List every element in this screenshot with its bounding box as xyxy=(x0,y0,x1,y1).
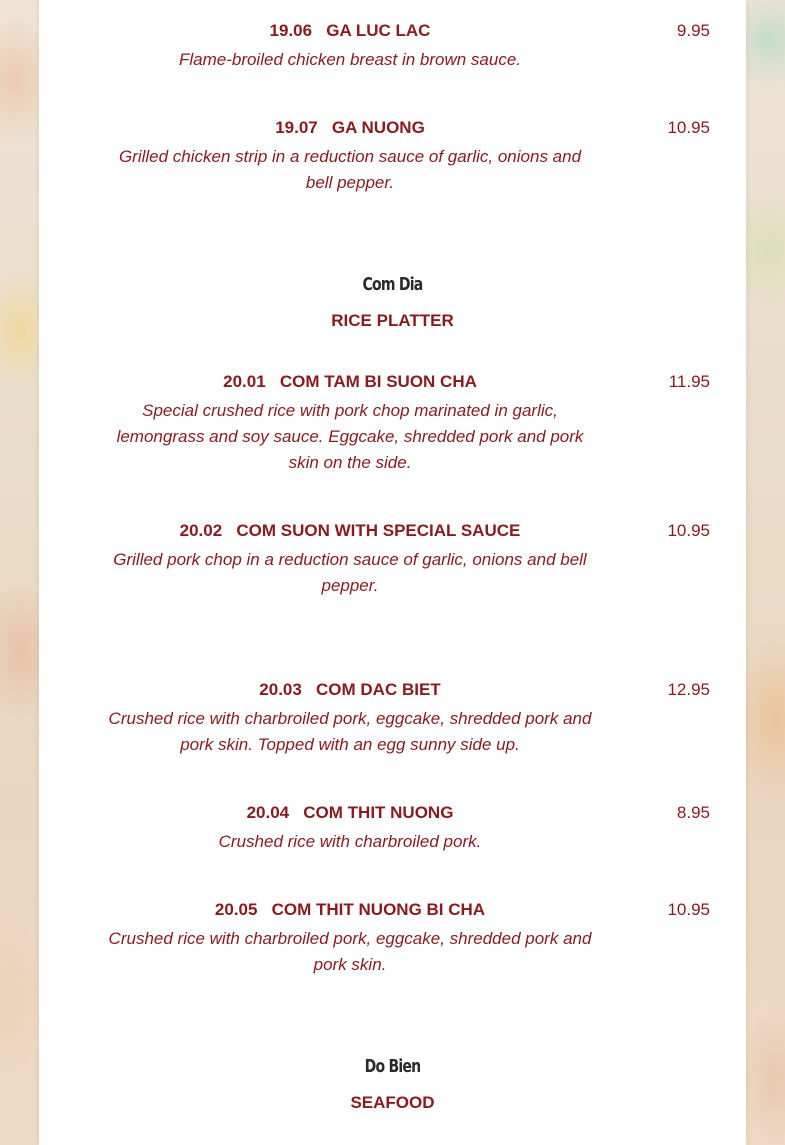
menu-item-number: 20.02 xyxy=(179,521,223,540)
menu-item-number: 20.03 xyxy=(259,680,302,699)
menu-item-title xyxy=(100,372,600,392)
menu-item-price: 10.95 xyxy=(667,900,710,919)
menu-item-price: 10.95 xyxy=(667,521,710,540)
menu-item-name: GA LUC LAC xyxy=(326,21,431,40)
menu-item-price: 12.95 xyxy=(667,680,710,699)
section-title-rice: Com Dia xyxy=(362,274,423,295)
menu-item-name: COM SUON WITH SPECIAL SAUCE xyxy=(236,521,521,540)
menu-item-title xyxy=(100,521,600,541)
section-title-seafood: Do Bien xyxy=(364,1056,421,1077)
menu-item-price: 9.95 xyxy=(676,21,710,40)
section-subtitle-rice: RICE PLATTER xyxy=(331,311,454,330)
menu-item-number: 20.04 xyxy=(246,803,290,822)
menu-item-name: GA NUONG xyxy=(331,118,425,137)
menu-item-description: Grilled chicken strip in a reduction sauce of garlic, onions and bell pepper. xyxy=(118,147,582,192)
menu-item-title xyxy=(100,21,600,41)
menu-item-name: COM TAM BI SUON CHA xyxy=(279,372,477,391)
menu-item-price: 10.95 xyxy=(667,118,710,137)
menu-item-description: Crushed rice with charbroiled pork, eggcake, shredded pork and pork skin. xyxy=(108,929,592,974)
menu-item-name: COM DAC BIET xyxy=(316,680,441,699)
menu-item-number: 20.01 xyxy=(223,372,266,391)
section-subtitle-seafood: SEAFOOD xyxy=(350,1093,435,1112)
menu-item-price: 11.95 xyxy=(668,372,710,391)
menu-item-number: 20.05 xyxy=(214,900,258,919)
menu-item-title xyxy=(100,680,600,700)
menu-item-description: Crushed rice with charbroiled pork. xyxy=(218,832,482,851)
menu-item-name: COM THIT NUONG xyxy=(303,803,454,822)
menu-item-description: Crushed rice with charbroiled pork, eggcake, shredded pork and pork skin. Topped with an egg sunny side up. xyxy=(108,709,592,754)
menu-item-description: Flame-broiled chicken breast in brown sauce. xyxy=(178,50,522,69)
menu-item-price: 8.95 xyxy=(676,803,710,822)
menu-item-title xyxy=(100,803,600,823)
menu-item-name: COM THIT NUONG BI CHA xyxy=(271,900,486,919)
menu-item-description: Special crushed rice with pork chop marinated in garlic, lemongrass and soy sauce. Eggcake, shredded pork and pork skin on the side. xyxy=(116,401,584,472)
menu-item-number: 19.06 xyxy=(269,21,313,40)
menu-item-title xyxy=(100,900,600,920)
menu-item-title xyxy=(100,118,600,138)
menu-panel xyxy=(39,0,746,1145)
menu-item-description: Grilled pork chop in a reduction sauce of garlic, onions and bell pepper. xyxy=(113,550,587,595)
menu-item-number: 19.07 xyxy=(275,118,318,137)
